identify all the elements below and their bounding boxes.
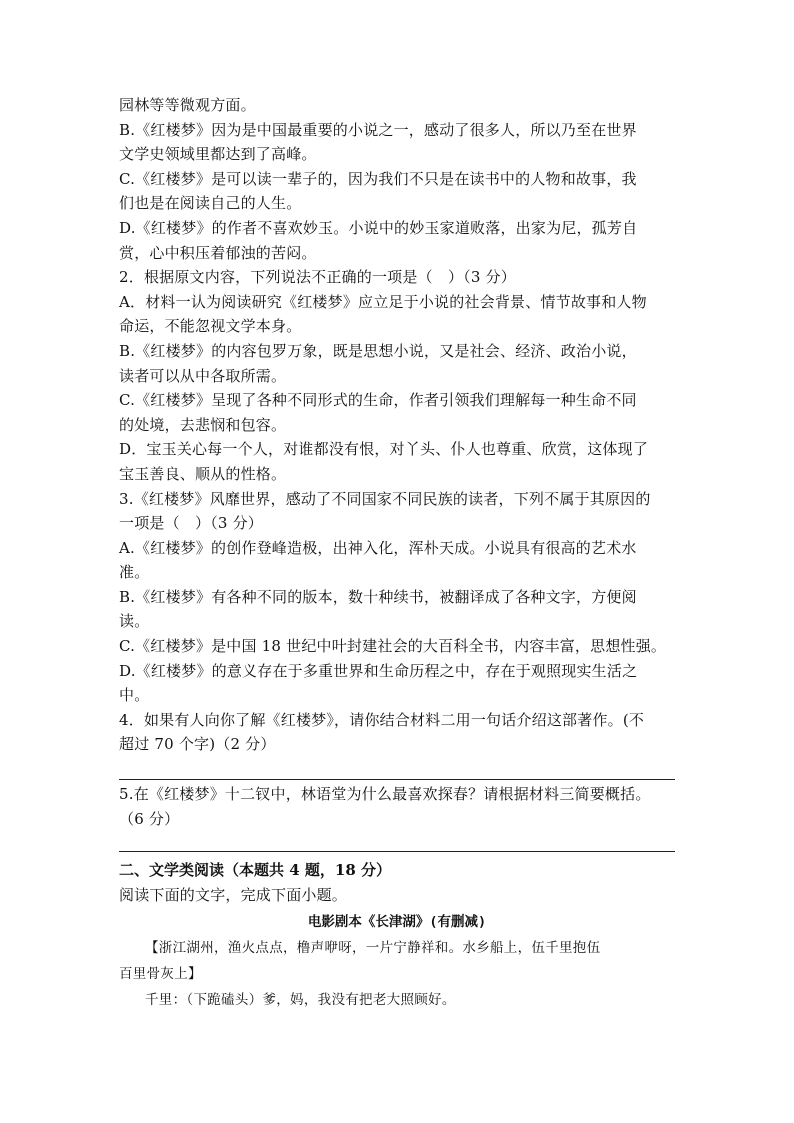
option-a: A.《红楼梦》的创作登峰造极，出神入化，浑朴天成。小说具有很高的艺术水 [119,538,637,557]
answer-line [119,851,675,852]
answer-space[interactable] [119,831,675,851]
text-line: 读者可以从中各取所需。 [119,366,287,385]
option-d: D.《红楼梦》的作者不喜欢妙玉。小说中的妙玉家道败落，出家为尼，孤芳自 [119,218,638,237]
text-line: 中。 [119,686,150,705]
question-stem: 2．根据原文内容，下列说法不正确的一项是（ ）（3 分） [119,268,516,287]
question-stem: 4．如果有人向你了解《红楼梦》，请你结合材料二用一句话介绍这部著作。(不 [119,710,645,729]
question-stem: 3.《红楼梦》风靡世界，感动了不同国家不同民族的读者，下列不属于其原因的 [119,489,651,508]
question-stem: 5.在《红楼梦》十二钗中，林语堂为什么最喜欢探春？请根据材料三简要概括。 [119,785,651,804]
section-heading: 二、文学类阅读（本题共 4 题，18 分） [119,861,391,880]
question-2 [119,265,675,486]
text-line: 赏，心中积压着郁浊的苦闷。 [119,243,317,262]
question-3 [119,487,675,708]
stage-direction: 百里骨灰上】 [119,966,202,983]
text-line: 文学史领域里都达到了高峰。 [119,145,317,164]
section-instruction: 阅读下面的文字，完成下面小题。 [119,885,348,904]
option-b: B.《红楼梦》的内容包罗万象，既是思想小说，又是社会、经济、政治小说， [119,341,637,360]
text-line: 园林等等微观方面。 [119,96,256,114]
text-line: 一项是（ ）（3 分） [119,514,264,533]
question-1-options [119,93,675,265]
answer-line [119,779,675,780]
option-a: A．材料一认为阅读研究《红楼梦》应立足于小说的社会背景、情节故事和人物 [119,292,647,311]
text-line: 命运，不能忽视文学本身。 [119,317,302,336]
text-line: 读。 [119,612,150,631]
exam-page [119,93,675,1013]
option-b: B.《红楼梦》有各种不同的版本，数十种续书，被翻译成了各种文字，方便阅 [119,587,637,606]
screenplay-excerpt [119,909,675,1013]
option-d: D．宝玉关心每一个人，对谁都没有恨，对丫头、仆人也尊重、欣赏，这体现了 [119,440,649,459]
text-line: 宝玉善良、顺从的性格。 [119,464,287,483]
dialogue-line: 千里：（下跪磕头）爹，妈，我没有把老大照顾好。 [145,992,456,1009]
question-4 [119,708,675,780]
text-line: 准。 [119,563,150,582]
text-line: 超过 70 个字)（2 分） [119,735,276,754]
section-2 [119,858,675,907]
question-5 [119,782,675,852]
text-line: 的处境，去悲悯和包容。 [119,415,287,434]
option-c: C.《红楼梦》是可以读一辈子的，因为我们不只是在读书中的人物和故事，我 [119,169,637,188]
text-line: （6 分） [119,809,180,828]
answer-space[interactable] [119,757,675,779]
option-b: B.《红楼梦》因为是中国最重要的小说之一，感动了很多人，所以乃至在世界 [119,120,637,139]
option-d: D.《红楼梦》的意义存在于多重世界和生命历程之中，存在于观照现实生活之 [119,661,638,680]
screenplay-title: 电影剧本《长津湖》(有删减) [307,914,487,931]
text-line: 们也是在阅读自己的人生。 [119,194,302,213]
stage-direction: 【浙江湖州，渔火点点，橹声咿呀，一片宁静祥和。水乡船上，伍千里抱伍 [145,940,601,957]
option-c: C.《红楼梦》呈现了各种不同形式的生命，作者引领我们理解每一种生命不同 [119,391,637,410]
option-c: C.《红楼梦》是中国 18 世纪中叶封建社会的大百科全书，内容丰富，思想性强。 [119,637,667,656]
